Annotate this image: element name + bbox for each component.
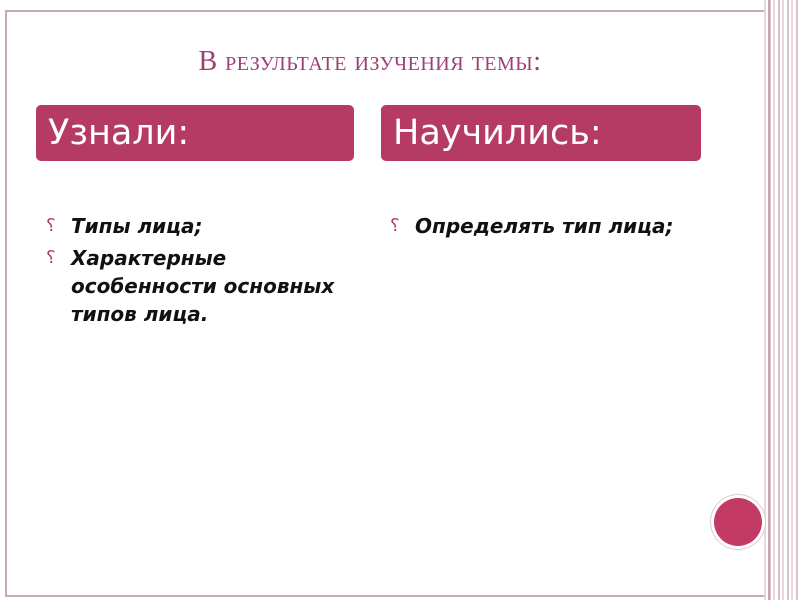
list-item-text: Определять тип лица; (415, 214, 674, 238)
circle-decoration-icon (714, 498, 762, 546)
hook-bullet-icon: ⸮ (46, 215, 56, 236)
slide-title: В результате изучения темы: (198, 46, 542, 77)
hook-bullet-icon: ⸮ (46, 247, 56, 268)
stripe-divider (768, 0, 770, 600)
skills-list (388, 212, 688, 244)
header-learned: Узнали: (36, 105, 354, 161)
list-item (388, 212, 688, 240)
list-item (44, 244, 344, 328)
list-item-text: Характерные особенности основных типов лица. (71, 246, 335, 326)
header-skills: Научились: (381, 105, 701, 161)
learned-list (44, 212, 344, 332)
hook-bullet-icon: ⸮ (390, 215, 400, 236)
list-item (44, 212, 344, 240)
list-item-text: Типы лица; (71, 214, 203, 238)
